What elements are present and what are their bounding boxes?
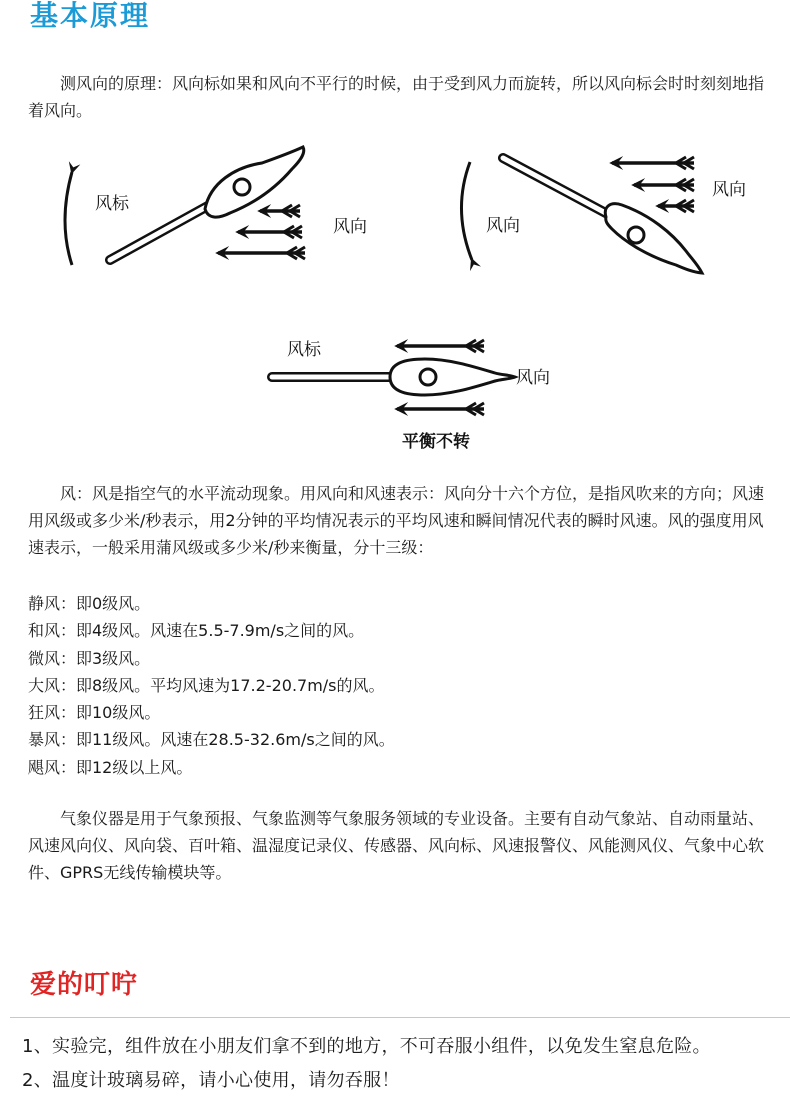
care-list — [22, 1030, 711, 1098]
section-title: 基本原理 — [30, 0, 151, 32]
vane-rod-inner — [503, 158, 615, 218]
vane-diagram-left — [65, 147, 367, 265]
label-vane-3: 风标 — [287, 340, 321, 360]
list-item: 静风：即0级风。 — [28, 594, 151, 613]
vane-pivot — [234, 179, 250, 195]
label-dir-2b: 风向 — [712, 180, 746, 200]
vane-diagram-balanced — [272, 340, 550, 452]
list-item: 1、实验完，组件放在小朋友们拿不到的地方，不可吞服小组件，以免发生窒息危险。 — [22, 1036, 711, 1057]
vane-diagram-right — [461, 157, 746, 273]
wind-level-list — [28, 590, 395, 781]
label-vane-1: 风标 — [95, 194, 129, 214]
list-item: 微风：即3级风。 — [28, 648, 151, 668]
list-item: 和风：即4级风。风速在5.5-7.9m/s之间的风。 — [28, 621, 365, 641]
wind-vane-diagram — [0, 125, 790, 460]
care-title: 爱的叮咛 — [30, 970, 139, 1000]
list-item: 狂风：即10级风。 — [28, 703, 161, 723]
instruments-paragraph: 气象仪器是用于气象预报、气象监测等气象服务领域的专业设备。主要有自动气象站、自动雨量站、风速风向仪、风向袋、百叶箱、温湿度记录仪、传感器、风向标、风速报警仪、风能测风仪、气象中心软件、GPRS无线传输模块等。 — [28, 809, 765, 882]
wind-arrows-right — [612, 157, 694, 212]
divider — [10, 1017, 790, 1018]
list-item: 2、温度计玻璃易碎，请小心使用，请勿吞服！ — [22, 1070, 400, 1091]
list-item: 飓风：即12级以上风。 — [28, 757, 193, 777]
label-dir-1: 风向 — [333, 217, 367, 237]
intro-paragraph: 测风向的原理：风向标如果和风向不平行的时候，由于受到风力而旋转，所以风向标会时时刻刻地指着风向。 — [28, 74, 765, 120]
rotation-arc-icon — [65, 172, 72, 265]
vane-pivot — [628, 227, 644, 243]
label-balance: 平衡不转 — [402, 432, 470, 452]
label-dir-2a: 风向 — [486, 216, 520, 236]
list-item: 大风：即8级风。平均风速为17.2-20.7m/s的风。 — [28, 675, 385, 695]
list-item: 暴风：即11级风。风速在28.5-32.6m/s之间的风。 — [28, 730, 395, 750]
label-dir-3: 风向 — [516, 368, 550, 388]
rotation-arc-icon — [461, 162, 472, 260]
vane-body — [390, 359, 515, 395]
vane-body — [605, 204, 702, 273]
wind-paragraph: 风：风是指空气的水平流动现象。用风向和风速表示：风向分十六个方位，是指风吹来的方向；风速用风级或多少米/秒表示，用2分钟的平均情况表示的平均风速和瞬间情况代表的瞬时风速。风的强度用风速表示，一般采用蒲风级或多少米/秒来衡量，分十三级： — [28, 484, 765, 557]
vane-pivot — [420, 369, 436, 385]
